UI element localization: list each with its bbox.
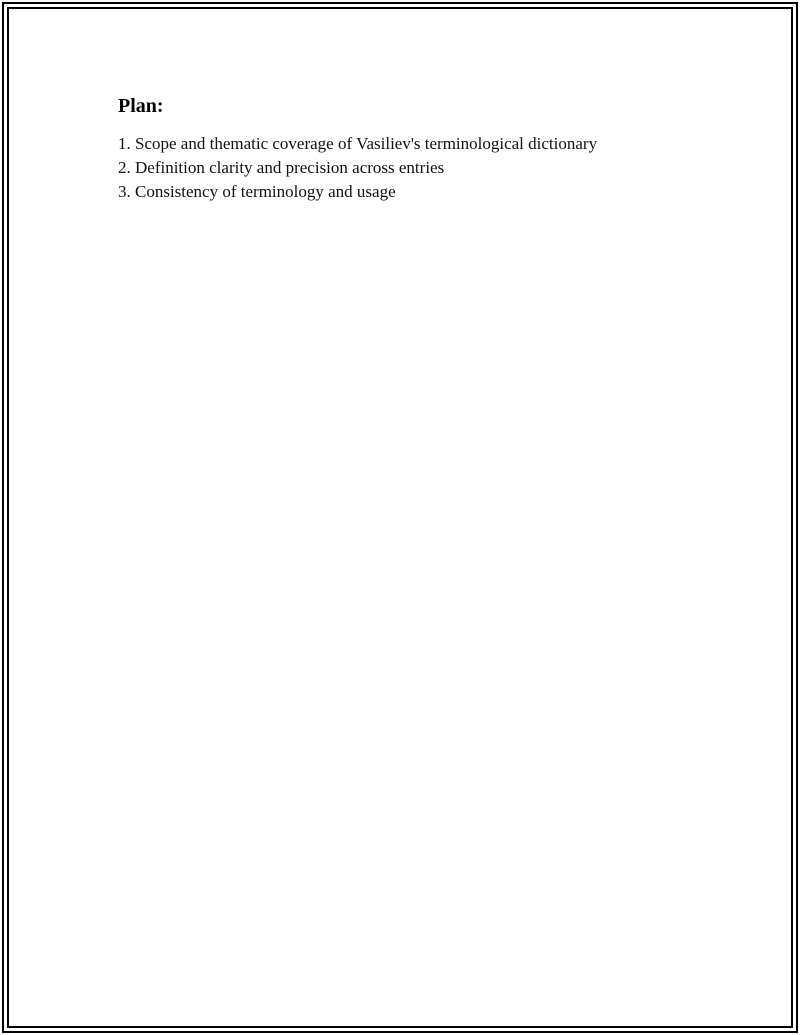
- plan-heading: Plan:: [118, 95, 164, 117]
- plan-item-definition-clarity: 2. Definition clarity and precision across entries: [118, 158, 445, 177]
- plan-item-consistency: 3. Consistency of terminology and usage: [118, 182, 396, 201]
- document-body: [118, 94, 718, 204]
- plan-list: [118, 132, 718, 204]
- plan-item-scope: 1. Scope and thematic coverage of Vasiliev's terminological dictionary: [118, 134, 598, 153]
